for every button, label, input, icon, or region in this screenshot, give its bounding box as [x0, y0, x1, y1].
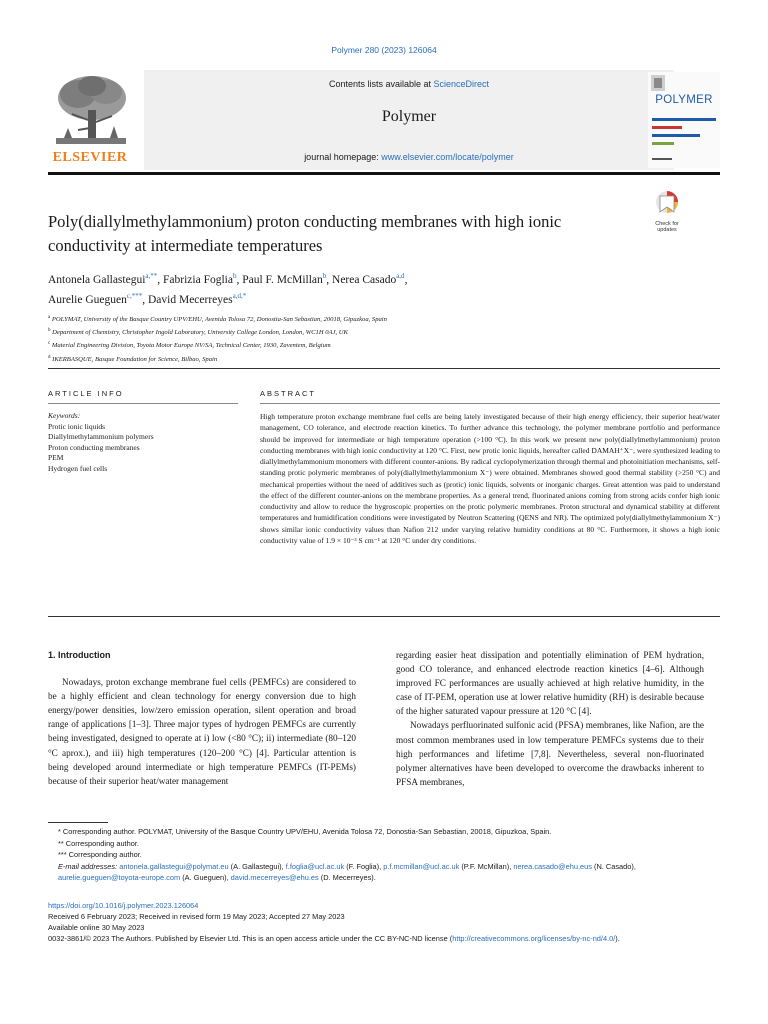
- journal-name: Polymer: [381, 108, 437, 125]
- email-link[interactable]: david.mecerreyes@ehu.es: [230, 873, 319, 882]
- abstract-end-rule: [48, 616, 720, 617]
- license-line: 0032-3861/© 2023 The Authors. Published by Elsevier Ltd. This is an open access article under the CC BY-NC-ND license (http://creativecommons.org/licenses/by-nc-nd/4.0/).: [48, 934, 620, 943]
- author-separator: ,: [326, 273, 333, 286]
- author-name[interactable]: David Mecerreyes: [147, 293, 233, 306]
- keyword: PEM: [48, 453, 64, 462]
- article-info-heading: ARTICLE INFO: [48, 389, 124, 398]
- footnote: *** Corresponding author.: [58, 850, 142, 859]
- journal-homepage: journal homepage: www.elsevier.com/locate/polymer: [304, 152, 514, 162]
- author-separator: ,: [404, 273, 408, 286]
- email-link[interactable]: p.f.mcmillan@ucl.ac.uk: [383, 861, 460, 871]
- author-affil-marker[interactable]: b: [322, 272, 327, 280]
- elsevier-wordmark: ELSEVIER: [52, 150, 128, 165]
- journal-banner: [144, 70, 674, 170]
- author-list: [48, 268, 648, 308]
- elsevier-tree-logo: [48, 70, 132, 170]
- email-link[interactable]: f.foglia@ucl.ac.uk: [285, 861, 345, 871]
- keyword: Diallylmethylammonium polymers: [48, 432, 154, 441]
- keywords-label: Keywords:: [48, 411, 81, 420]
- email-footnote: E-mail addresses: antonela.gallastegui@polymat.eu (A. Gallastegui), f.foglia@ucl.ac.uk (F. Foglia), p.f.mcmillan@ucl.ac.uk (P.F. McMillan), nerea.casado@ehu.eus (N. Casado), aurelie.gueguen@toyota-europe.com (A. Gueguen), david.mecerreyes@ehu.es (D. Mecerreyes).: [58, 861, 636, 882]
- info-rule: [48, 403, 238, 404]
- author-affil-marker[interactable]: a,d: [396, 272, 405, 280]
- footnote-rule: [48, 822, 108, 823]
- keyword: Hydrogen fuel cells: [48, 463, 108, 473]
- body-column-right: [396, 648, 704, 789]
- affiliation-list: [48, 312, 668, 365]
- author-name[interactable]: Nerea Casado: [332, 273, 397, 286]
- bibliographic-info: [48, 900, 720, 944]
- masthead-rule: [48, 172, 720, 175]
- author-affil-marker[interactable]: c,***: [126, 291, 143, 300]
- cover-stripe: [652, 158, 672, 160]
- check-for-updates-badge[interactable]: [648, 190, 686, 234]
- abstract-heading: ABSTRACT: [260, 389, 317, 398]
- cover-stripe: [652, 126, 682, 129]
- body-column-left: [48, 648, 356, 788]
- affiliation: $^b$ Department of Chemistry, Christopher Ingold Laboratory, University College London, London, WC1H 0AJ, UK: [48, 328, 348, 337]
- email-link[interactable]: antonela.gallastegui@polymat.eu: [119, 861, 229, 871]
- cover-stripe: [652, 118, 716, 121]
- cover-stripe: [652, 142, 674, 145]
- license-link[interactable]: http://creativecommons.org/licenses/by-nc-nd/4.0/: [452, 934, 616, 943]
- online-date: Available online 30 May 2023: [48, 923, 145, 932]
- footnote: ** Corresponding author.: [58, 838, 139, 848]
- journal-cover-thumbnail: [648, 72, 720, 168]
- journal-reference[interactable]: Polymer 280 (2023) 126064: [331, 45, 437, 55]
- author-separator: ,: [142, 293, 148, 306]
- abstract-rule: [260, 403, 720, 404]
- cover-stripe: [652, 134, 700, 137]
- section-rule: [48, 368, 720, 369]
- keywords-block: [48, 411, 238, 474]
- homepage-link[interactable]: www.elsevier.com/locate/polymer: [381, 152, 514, 162]
- received-dates: Received 6 February 2023; Received in revised form 19 May 2023; Accepted 27 May 2023: [48, 912, 345, 921]
- author-affil-marker[interactable]: b: [232, 272, 237, 280]
- body-paragraph: regarding easier heat dissipation and potentially elimination of PEM hydration, good CO tolerance, and enhanced electrode reaction kinetics [4–6]. Although improved FC performances are usually achieved at high relative humidity, in the case of IT-PEM, operation use at lower relative humidity (RH) is desirable because of the higher saturated vapour pressure at 120 °C [4].: [396, 650, 704, 717]
- footnote: * Corresponding author. POLYMAT, University of the Basque Country UPV/EHU, Avenida Tolosa 72, Donostia-San Sebastian, 20018, Gipuzkoa, Spain.: [58, 827, 552, 836]
- email-link[interactable]: aurelie.gueguen@toyota-europe.com: [58, 873, 181, 882]
- affiliation: $^a$ POLYMAT, University of the Basque Country UPV/EHU, Avenida Tolosa 72, Donostia-San Sebastian, 20018, Gipuzkoa, Spain: [48, 315, 387, 324]
- masthead: [48, 70, 720, 170]
- body-paragraph: Nowadays, proton exchange membrane fuel cells (PEMFCs) are considered to be a highly efficient and clean technology for energy conversion due to high energy/power densities, low/zero emission operation, silent operation and broad range of applications [1–3]. Three major types of hydrogen PEMFCs are currently being investigated, designed to operate at i) low (<80 °C); ii) intermediate (80–120 °C aprox.), and iii) high temperatures (120–200 °C) [4]. Particular attention is being developed around intermediate or high temperature PEMFCs (IT-PEMs) because of their superior heat/water management: [48, 677, 356, 786]
- affiliation: $^c$ Material Engineering Division, Toyota Motor Europe NV/SA, Technical Center, 1930, Zaventem, Belgium: [48, 341, 331, 350]
- section-heading-introduction: 1. Introduction: [48, 650, 111, 660]
- tree-icon: [48, 70, 132, 150]
- paper-title: Poly(diallylmethylammonium) proton conducting membranes with high ionic conductivity at intermediate temperatures: [48, 212, 562, 255]
- author-affil-marker[interactable]: a,d,*: [232, 291, 247, 300]
- sciencedirect-link[interactable]: ScienceDirect: [433, 79, 490, 89]
- crossmark-icon: [655, 190, 679, 216]
- keyword: Protic ionic liquids: [48, 421, 106, 431]
- author-name[interactable]: Antonela Gallastegui: [48, 273, 146, 286]
- email-link[interactable]: nerea.casado@ehu.eus: [513, 861, 592, 871]
- author-name[interactable]: Paul F. McMillan: [242, 273, 323, 286]
- cover-title: POLYMER: [655, 94, 713, 106]
- author-separator: ,: [157, 273, 164, 286]
- cover-logo-icon: [651, 75, 665, 91]
- badge-text: Check for updates: [655, 221, 679, 233]
- contents-line: Contents lists available at ScienceDirect: [328, 79, 490, 89]
- author-name[interactable]: Aurelie Gueguen: [48, 293, 127, 306]
- affiliation: $^d$ IKERBASQUE, Basque Foundation for Science, Bilbao, Spain: [48, 354, 218, 363]
- abstract-text: High temperature proton exchange membrane fuel cells are being lately investigated because of their high energy efficiency, their superior heat/water management, CO tolerance, and electrode reaction kinetics. To further advance this technology, the polymer membrane portfolio and performance should be improved for intermediate or high temperature operation (>100 °C). In this work we present new poly(diallylmethylammonium) proton conducting membranes with high ionic conductivity at 120 °C. First, new protic ionic liquids, hereafter called DAMAH⁺X⁻, were synthesized leading to diallylmethylammonium monomers with different counter-anions. By radical cyclopolymerization through thermal and photoinitiation mechanisms, self-standing protic polymeric membranes of poly(diallylmethylammonium X⁻) were obtained. Membranes showed good thermal stability (>250 °C) and mechanical properties without the need of additives such as (protic) ionic liquids, solvents or inorganic charges. Great attention was paid to understand the effect of the different counter-anions on the membrane properties. As a general trend, fluorinated anions coming from strong acids confer high ionic conductivity and allow to reduce the hygroscopic properties on the protic polymeric membranes. Proton structural and dynamical stability at different temperatures and humidification conditions were investigated by Neutron Scattering (QENS and NR). The optimized poly(diallylmethylammonium X⁻) shows similar ionic conductivity values than Nafion 212 under varying relative humidity conditions at 80 °C. Furthermore, it shows a high ionic conductivity value of 1.9 × 10⁻³ S cm⁻¹ at 120 °C under dry conditions.: [260, 412, 720, 545]
- keyword: Proton conducting membranes: [48, 442, 140, 452]
- body-paragraph: Nowadays perfluorinated sulfonic acid (PFSA) membranes, like Nafion, are the most common membranes used in low temperature PEMFCs systems due to their high performances and lifetime [7,8]. Nevertheless, several non-fluorinated polymer alternatives have been developed to overcome the drawbacks inherent to PFSA membranes,: [396, 720, 704, 787]
- author-separator: ,: [236, 273, 243, 286]
- footnotes: [48, 826, 720, 884]
- author-affil-marker[interactable]: a,**: [145, 272, 158, 280]
- doi-link[interactable]: https://doi.org/10.1016/j.polymer.2023.126064: [48, 901, 199, 910]
- author-name[interactable]: Fabrizia Foglia: [163, 273, 233, 286]
